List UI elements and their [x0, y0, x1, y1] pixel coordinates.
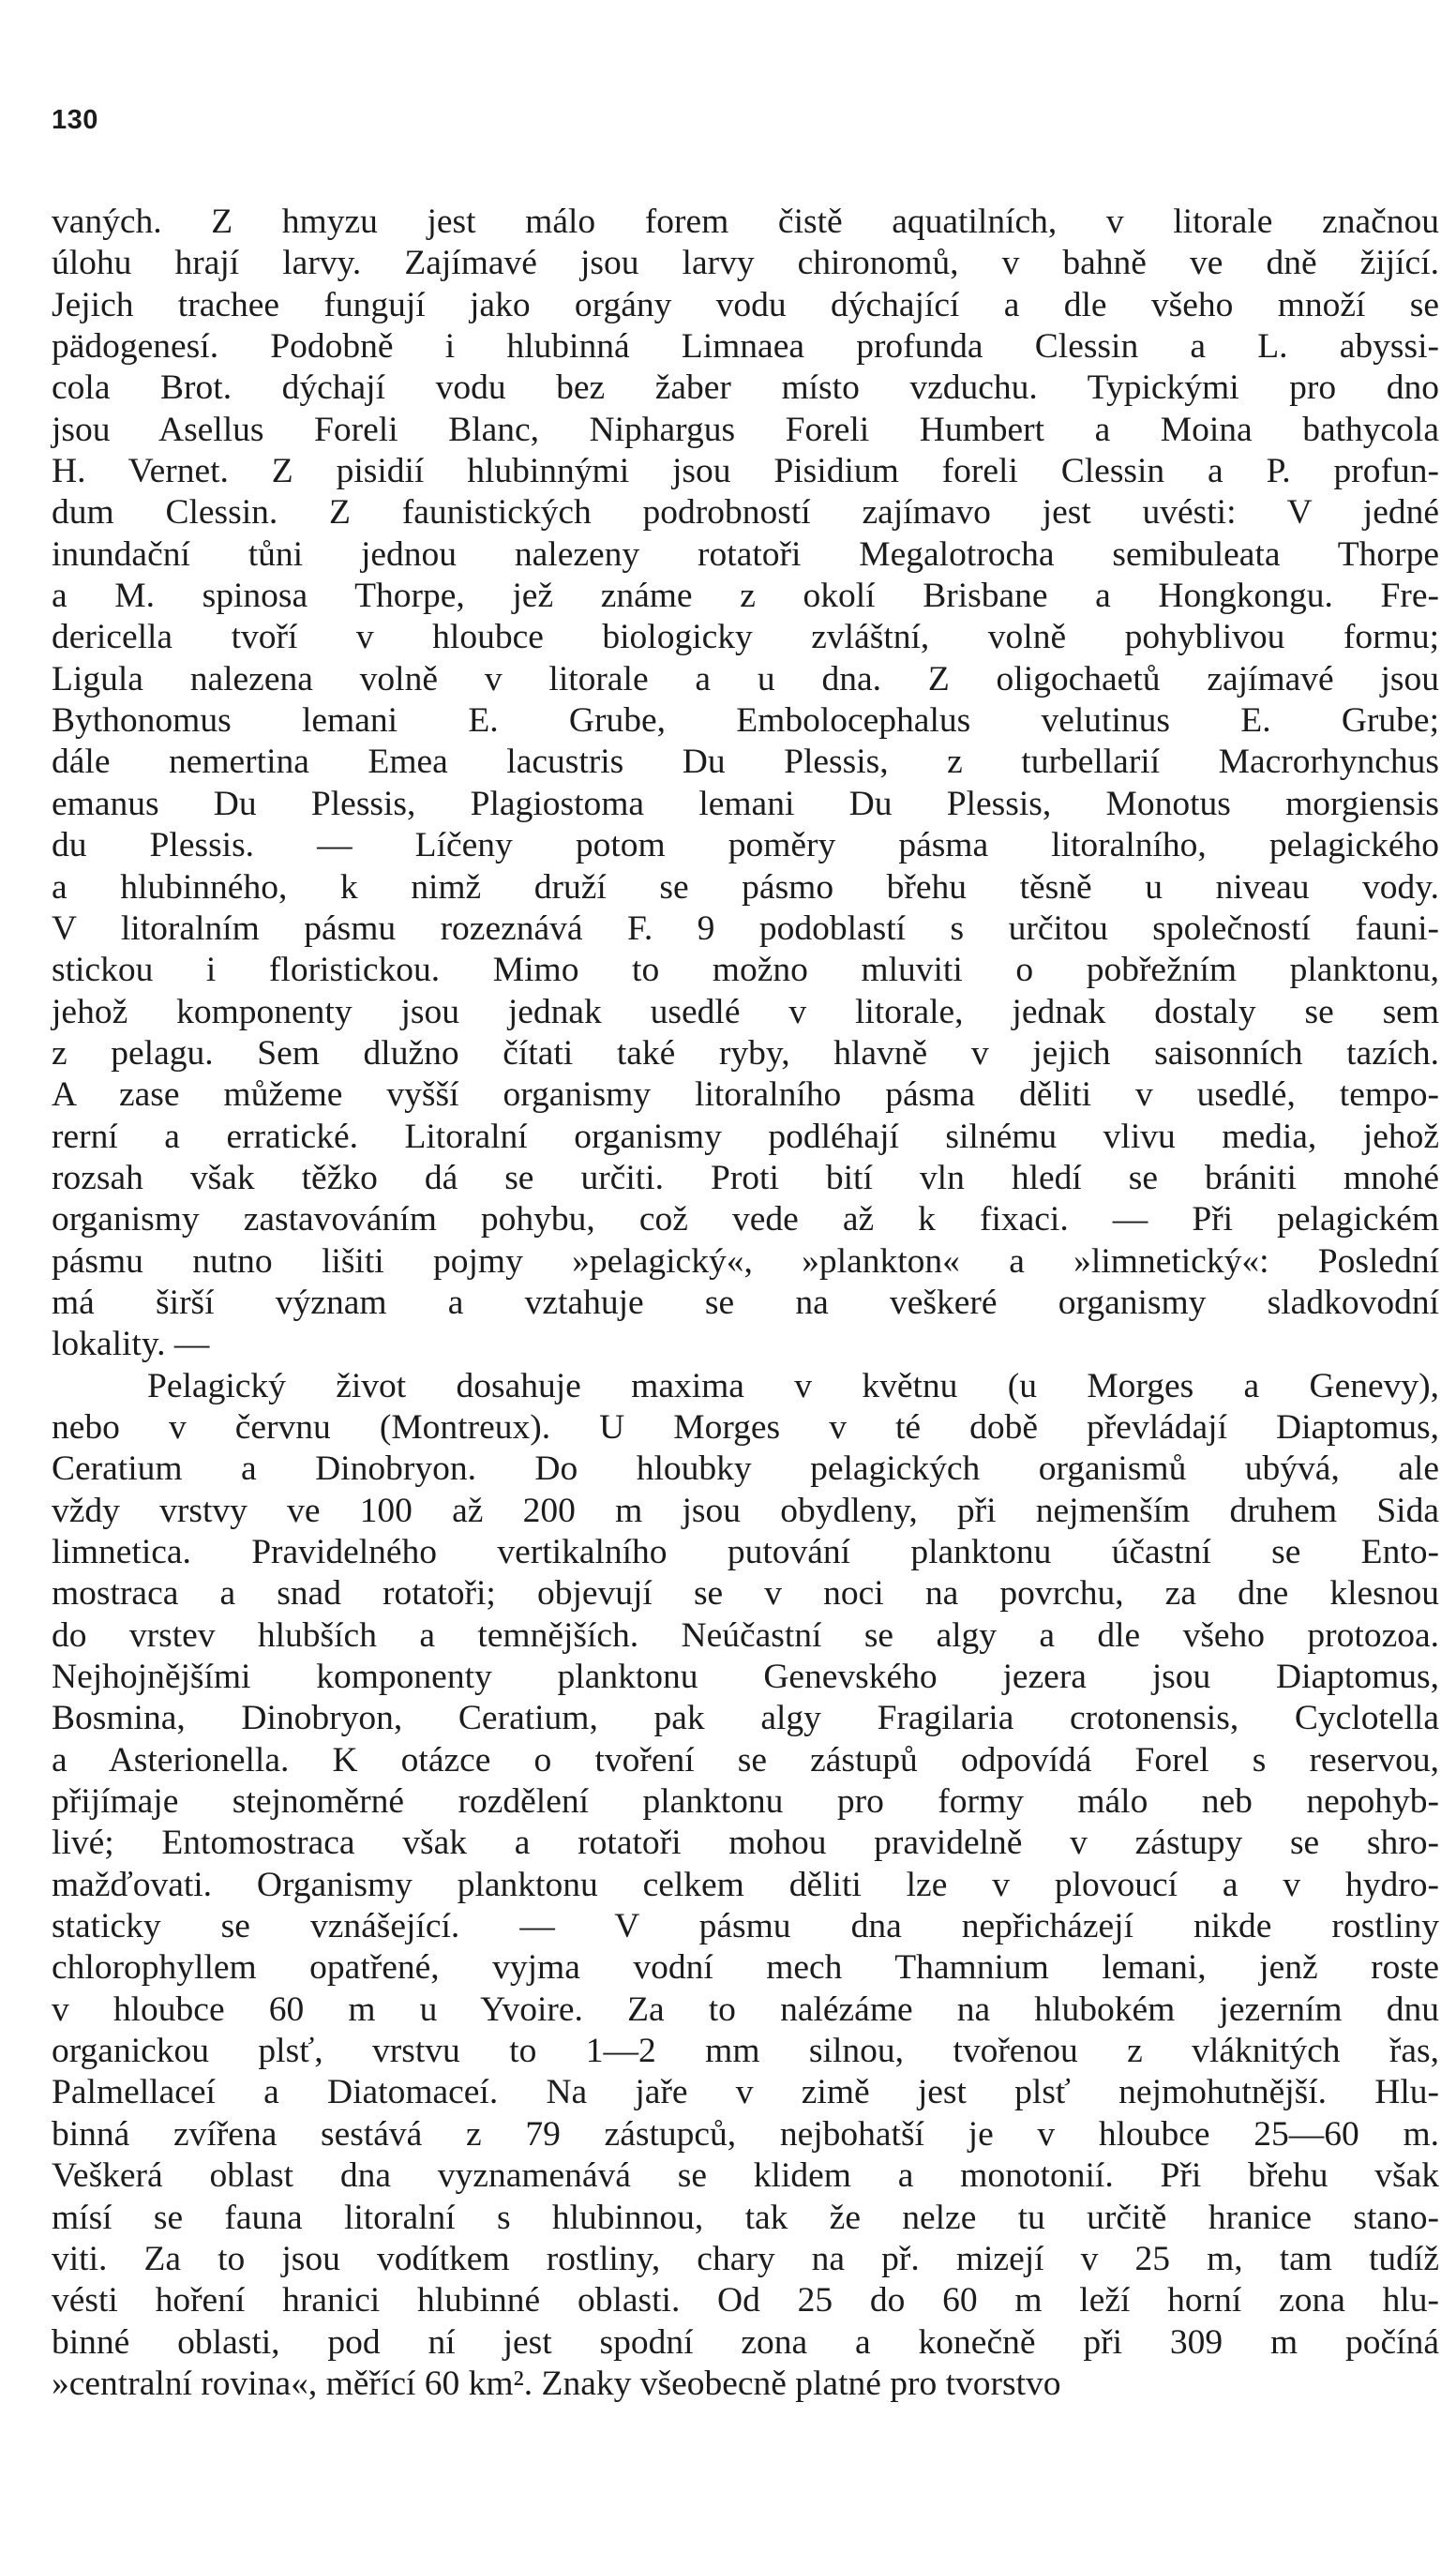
text-line: Bythonomus lemani E. Grube, Embolocephalus velutinus E. Grube; — [52, 701, 1439, 741]
text-line: pädogenesí. Podobně i hlubinná Limnaea profunda Clessin a L. abyssi- — [52, 327, 1439, 367]
text-line: V litoralním pásmu rozeznává F. 9 podoblastí s určitou společností fauni- — [52, 909, 1439, 948]
text-line: do vrstev hlubších a temnějších. Neúčastní se algy a dle všeho protozoa. — [52, 1615, 1439, 1655]
text-line: z pelagu. Sem dlužno čítati také ryby, hlavně v jejich saisonních tazích. — [52, 1033, 1439, 1073]
text-line: viti. Za to jsou vodítkem rostliny, chary na př. mizejí v 25 m, tam tudíž — [52, 2239, 1439, 2278]
text-line: Ceratium a Dinobryon. Do hloubky pelagických organismů ubývá, ale — [52, 1449, 1439, 1489]
text-line: jsou Asellus Foreli Blanc, Niphargus Foreli Humbert a Moina bathycola — [52, 410, 1439, 449]
text-line: livé; Entomostraca však a rotatoři mohou pravidelně v zástupy se shro- — [52, 1824, 1439, 1863]
text-line: binná zvířena sestává z 79 zástupců, nejbohatší je v hloubce 25—60 m. — [52, 2114, 1439, 2154]
text-line: jehož komponenty jsou jednak usedlé v litorale, jednak dostaly se sem — [52, 992, 1439, 1031]
text-line: dále nemertina Emea lacustris Du Plessis, z turbellarií Macrorhynchus — [52, 743, 1439, 782]
text-line: přijímaje stejnoměrné rozdělení planktonu pro formy málo neb nepohyb- — [52, 1782, 1439, 1822]
text-line: stickou i floristickou. Mimo to možno mluviti o pobřežním planktonu, — [52, 951, 1439, 990]
text-line: dum Clessin. Z faunistických podrobností zajímavo jest uvésti: V jedné — [52, 493, 1439, 533]
text-line: a Asterionella. K otázce o tvoření se zástupů odpovídá Forel s reservou, — [52, 1740, 1439, 1780]
text-line: má širší význam a vztahuje se na veškeré organismy sladkovodní — [52, 1283, 1439, 1322]
text-line: binné oblasti, pod ní jest spodní zona a konečně při 309 m počíná — [52, 2322, 1439, 2362]
text-line: H. Vernet. Z pisidií hlubinnými jsou Pisidium foreli Clessin a P. profun- — [52, 452, 1439, 491]
text-line: a hlubinného, k nimž druží se pásmo břehu těsně u niveau vody. — [52, 867, 1439, 907]
text-line: du Plessis. — Líčeny potom poměry pásma litoralního, pelagického — [52, 826, 1439, 865]
text-line: mažďovati. Organismy planktonu celkem děliti lze v plovoucí a v hydro- — [52, 1865, 1439, 1904]
text-line: limnetica. Pravidelného vertikalního putování planktonu účastní se Ento- — [52, 1533, 1439, 1571]
text-line: lokality. — — [52, 1325, 210, 1364]
text-line: vždy vrstvy ve 100 až 200 m jsou obydleny, při nejmenším druhem Sida — [52, 1491, 1439, 1530]
text-line: dericella tvoří v hloubce biologicky zvláštní, volně pohyblivou formu; — [52, 618, 1439, 657]
page-number: 130 — [52, 105, 98, 135]
text-line: Pelagický život dosahuje maxima v květnu (u Morges a Genevy), — [147, 1366, 1439, 1405]
text-line: inundační tůni jednou nalezeny rotatoři Megalotrocha semibuleata Thorpe — [52, 534, 1439, 574]
text-line: a M. spinosa Thorpe, jež známe z okolí Brisbane a Hongkongu. Fre- — [52, 577, 1439, 616]
text-line: mostraca a snad rotatoři; objevují se v noci na povrchu, za dne klesnou — [52, 1574, 1439, 1614]
paragraph — [52, 202, 1439, 1366]
text-line: Jejich trachee fungují jako orgány vodu dýchající a dle všeho množí se — [52, 285, 1439, 324]
text-line: cola Brot. dýchají vodu bez žaber místo vzduchu. Typickými pro dno — [52, 368, 1439, 408]
text-line: rerní a erratické. Litoralní organismy podléhají silnému vlivu media, jehož — [52, 1117, 1439, 1156]
text-line: emanus Du Plessis, Plagiostoma lemani Du Plessis, Monotus morgiensis — [52, 784, 1439, 823]
text-line: chlorophyllem opatřené, vyjma vodní mech Thamnium lemani, jenž roste — [52, 1948, 1439, 1988]
paragraph — [52, 1366, 1439, 2406]
text-line: Veškerá oblast dna vyznamenává se klidem a monotonií. Při břehu však — [52, 2156, 1439, 2196]
text-line: Bosmina, Dinobryon, Ceratium, pak algy Fragilaria crotonensis, Cyclotella — [52, 1699, 1439, 1738]
text-line: vésti hoření hranici hlubinné oblasti. Od 25 do 60 m leží horní zona hlu- — [52, 2281, 1439, 2320]
text-line: pásmu nutno lišiti pojmy »pelagický«, »plankton« a »limnetický«: Poslední — [52, 1241, 1439, 1281]
text-line: v hloubce 60 m u Yvoire. Za to nalézáme na hlubokém jezerním dnu — [52, 1990, 1439, 2029]
text-line: nebo v červnu (Montreux). U Morges v té době převládají Diaptomus, — [52, 1407, 1439, 1447]
text-line: Ligula nalezena volně v litorale a u dna. Z oligochaetů zajímavé jsou — [52, 659, 1439, 698]
text-line: staticky se vznášející. — V pásmu dna nepřicházejí nikde rostliny — [52, 1907, 1439, 1946]
text-line: vaných. Z hmyzu jest málo forem čistě aquatilních, v litorale značnou — [52, 203, 1439, 241]
text-line: Nejhojnějšími komponenty planktonu Genevského jezera jsou Diaptomus, — [52, 1658, 1439, 1697]
text-line: organismy zastavováním pohybu, což vede až k fixaci. — Při pelagickém — [52, 1200, 1439, 1239]
text-line: A zase můžeme vyšší organismy litoralního pásma děliti v usedlé, tempo- — [52, 1075, 1439, 1115]
text-line: Palmellaceí a Diatomaceí. Na jaře v zimě jest plsť nejmohutnější. Hlu- — [52, 2073, 1439, 2112]
body-text — [52, 202, 1439, 2405]
text-line: organickou plsť, vrstvu to 1—2 mm silnou, tvořenou z vláknitých řas, — [52, 2032, 1439, 2071]
text-line: rozsah však těžko dá se určiti. Proti bití vln hledí se brániti mnohé — [52, 1158, 1439, 1197]
text-line: mísí se fauna litoralní s hlubinnou, tak že nelze tu určitě hranice stano- — [52, 2198, 1439, 2237]
text-line: »centralní rovina«, měřící 60 km². Znaky všeobecně platné pro tvorstvo — [52, 2364, 1061, 2403]
text-line: úlohu hrají larvy. Zajímavé jsou larvy chironomů, v bahně ve dně žijící. — [52, 244, 1439, 283]
